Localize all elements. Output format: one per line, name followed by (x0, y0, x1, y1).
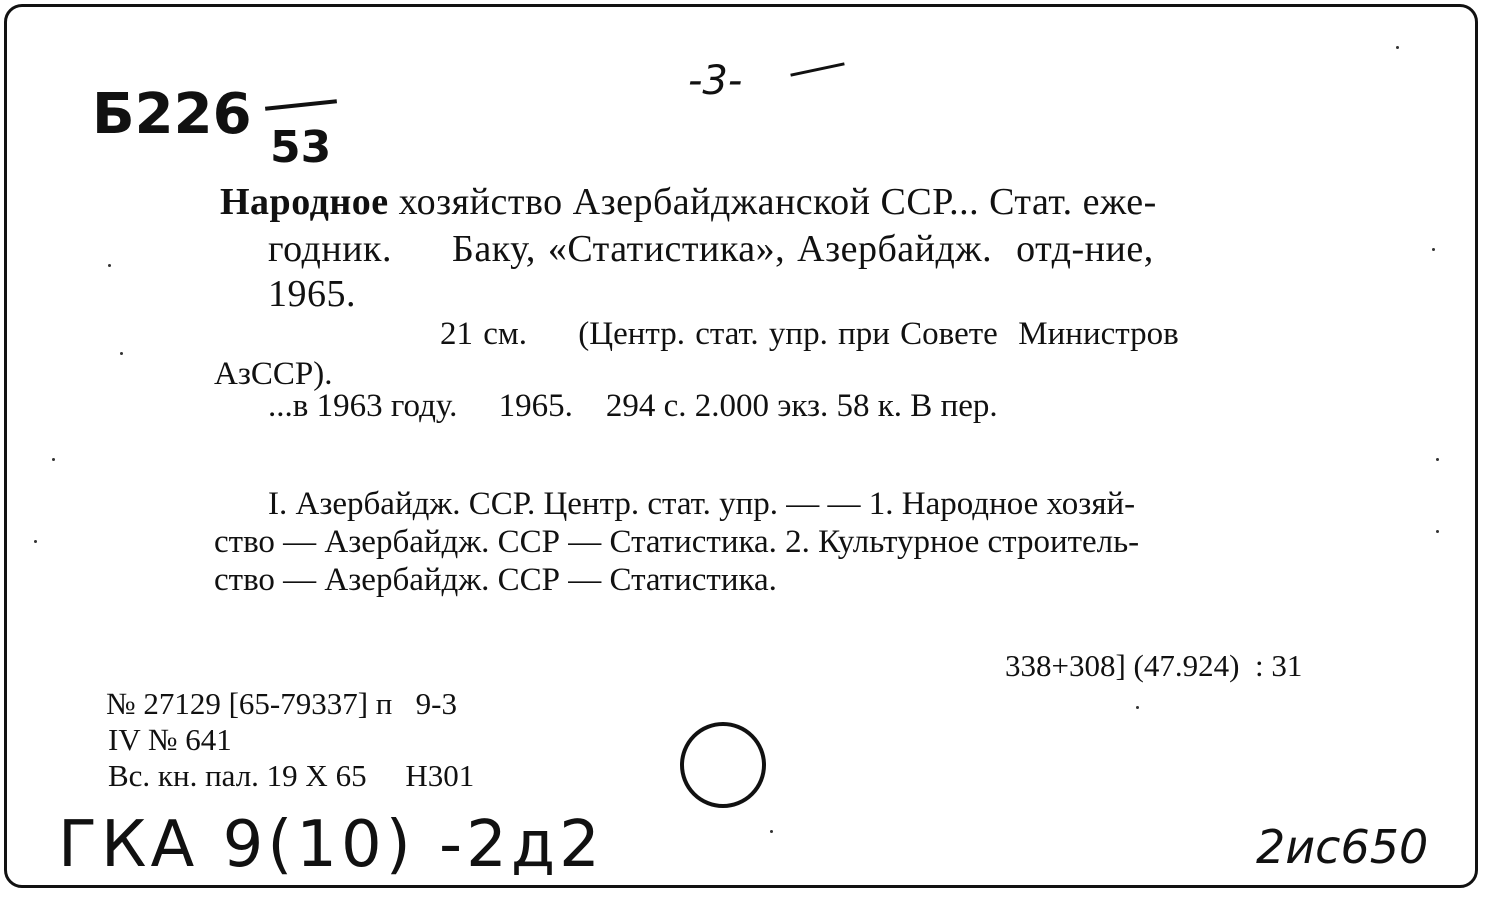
handwritten-bottom-left: ГКА 9(10) -2д2 (58, 808, 604, 882)
subject-line-2: ство — Азербайдж. ССР — Статистика. 2. Культурное строитель- (214, 524, 1140, 560)
scan-speck (120, 352, 123, 355)
record-line-2: IV № 641 (108, 722, 232, 757)
subject-line-1: I. Азербайдж. ССР. Центр. стат. упр. — — 1. Народное хозяй- (268, 486, 1136, 522)
record-line-3: Вс. кн. пал. 19 X 65 Н301 (108, 758, 475, 793)
top-mark: -3- (688, 58, 743, 104)
shelfmark-number: 53 (270, 122, 332, 173)
scan-speck (1436, 530, 1439, 533)
title-lead-word: Народное (220, 181, 389, 223)
subject-line-3: ство — Азербайдж. ССР — Статистика. (214, 562, 777, 598)
volume-line: ...в 1963 году. 1965. 294 с. 2.000 экз. 58 к. В пер. (268, 388, 998, 424)
classification-index: 338+308] (47.924) : 31 (1005, 648, 1303, 683)
title-rest: хозяйство Азербайджанской ССР... Стат. еже- (388, 181, 1157, 223)
scan-speck (1136, 706, 1139, 709)
handwritten-bottom-right: 2ис650 (1256, 820, 1429, 874)
scan-speck (1432, 248, 1435, 251)
title-line-3: 1965. (268, 273, 356, 315)
scan-speck (108, 264, 111, 267)
scan-speck (1436, 458, 1439, 461)
scan-speck (52, 458, 55, 461)
shelfmark-prefix: Б226 (92, 82, 252, 147)
scan-speck (34, 540, 37, 543)
record-line-1: № 27129 [65-79337] п 9-3 (106, 686, 457, 721)
circle-stamp (680, 722, 766, 808)
title-line-1 (220, 183, 1157, 221)
scan-speck (1396, 46, 1399, 49)
title-line-2: годник. Баку, «Статистика», Азербайдж. отд-ние, (268, 228, 1154, 270)
scan-speck (770, 830, 773, 833)
series-line-1: 21 см. (Центр. стат. упр. при Совете Министров (440, 316, 1179, 352)
series-line-2: АзССР). (214, 356, 333, 392)
